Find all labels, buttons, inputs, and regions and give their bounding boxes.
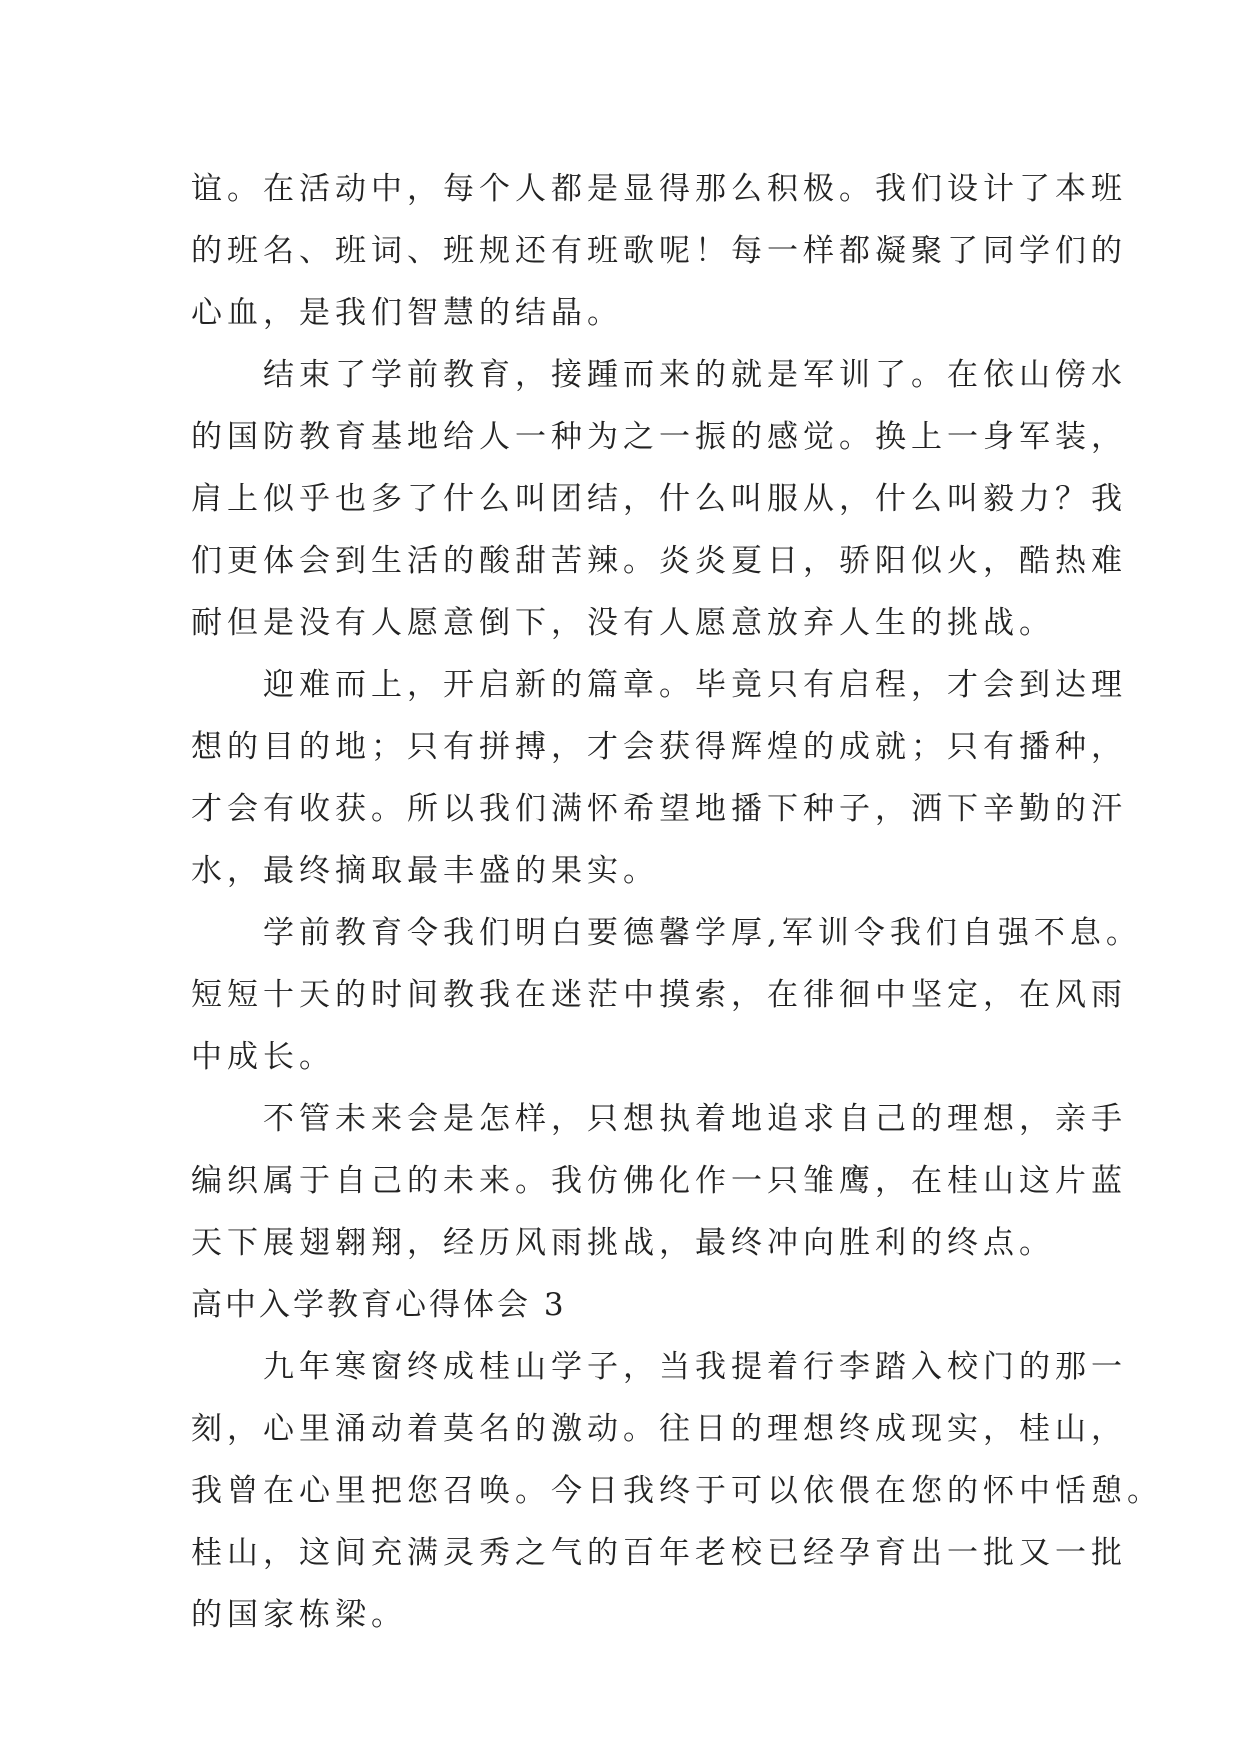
- text-line: 不管未来会是怎样，只想执着地追求自己的理想，亲手: [191, 1101, 1127, 1137]
- text-line: 的国家栋梁。: [191, 1597, 407, 1633]
- text-line: 的班名、班词、班规还有班歌呢！每一样都凝聚了同学们的: [191, 233, 1127, 269]
- text-line: 想的目的地；只有拼搏，才会获得辉煌的成就；只有播种，: [191, 729, 1127, 765]
- text-line: 学前教育令我们明白要德馨学厚,军训令我们自强不息。: [191, 915, 1142, 951]
- text-line: 迎难而上，开启新的篇章。毕竟只有启程，才会到达理: [191, 667, 1127, 703]
- text-line: 中成长。: [191, 1039, 335, 1075]
- text-line: 九年寒窗终成桂山学子，当我提着行李踏入校门的那一: [191, 1349, 1127, 1385]
- text-line: 才会有收获。所以我们满怀希望地播下种子，洒下辛勤的汗: [191, 791, 1127, 827]
- text-line: 我曾在心里把您召唤。今日我终于可以依偎在您的怀中恬憩。: [191, 1473, 1163, 1509]
- text-line: 结束了学前教育，接踵而来的就是军训了。在依山傍水: [191, 357, 1127, 393]
- text-line: 刻，心里涌动着莫名的激动。往日的理想终成现实，桂山，: [191, 1411, 1127, 1447]
- document-body: [191, 158, 1163, 1646]
- text-line: 谊。在活动中，每个人都是显得那么积极。我们设计了本班: [191, 171, 1127, 207]
- section-heading: 高中入学教育心得体会 3: [191, 1287, 567, 1323]
- text-line: 的国防教育基地给人一种为之一振的感觉。换上一身军装，: [191, 419, 1127, 455]
- text-line: 心血，是我们智慧的结晶。: [191, 295, 623, 331]
- text-line: 水，最终摘取最丰盛的果实。: [191, 853, 659, 889]
- text-line: 短短十天的时间教我在迷茫中摸索，在徘徊中坚定，在风雨: [191, 977, 1127, 1013]
- text-line: 桂山，这间充满灵秀之气的百年老校已经孕育出一批又一批: [191, 1535, 1127, 1571]
- text-line: 编织属于自己的未来。我仿佛化作一只雏鹰，在桂山这片蓝: [191, 1163, 1127, 1199]
- text-line: 们更体会到生活的酸甜苦辣。炎炎夏日，骄阳似火，酷热难: [191, 543, 1127, 579]
- text-line: 耐但是没有人愿意倒下，没有人愿意放弃人生的挑战。: [191, 605, 1055, 641]
- text-line: 天下展翅翱翔，经历风雨挑战，最终冲向胜利的终点。: [191, 1225, 1055, 1261]
- text-line: 肩上似乎也多了什么叫团结，什么叫服从，什么叫毅力？我: [191, 481, 1127, 517]
